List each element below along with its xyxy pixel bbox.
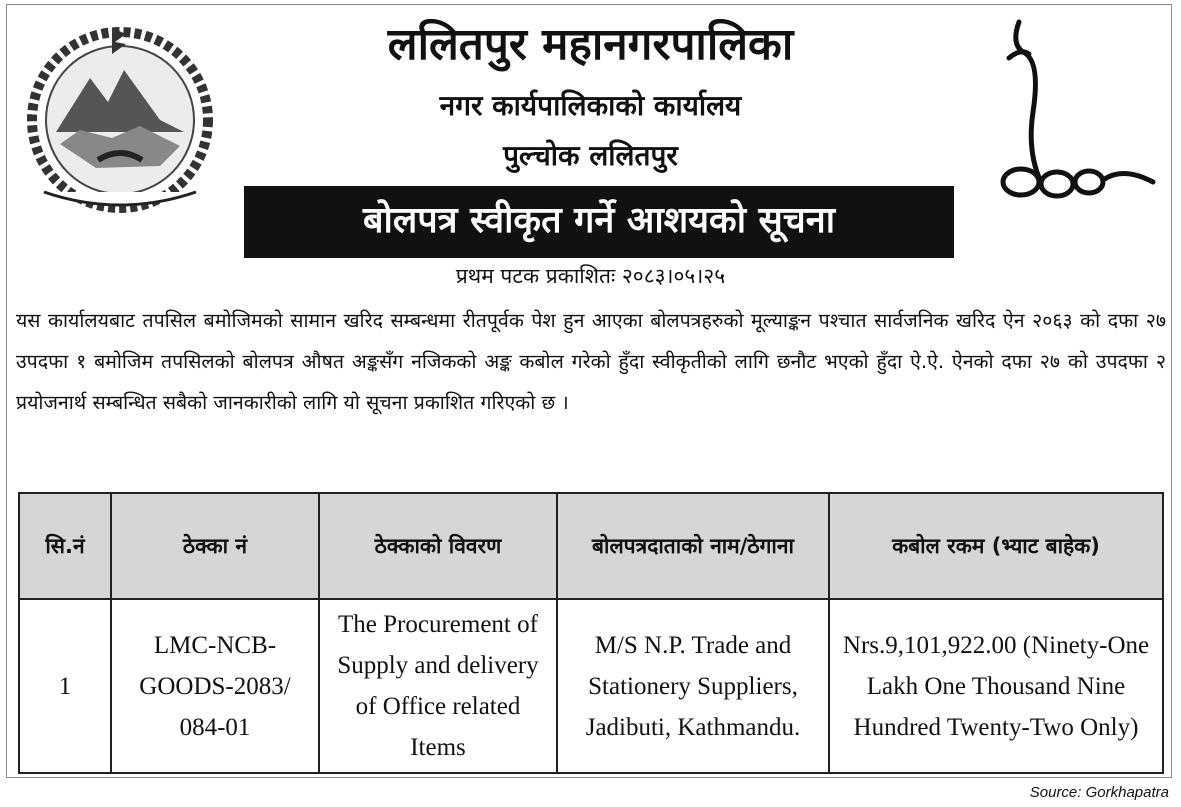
publication-date: प्रथम पटक प्रकाशितः २०८३।०५।२५ [455, 264, 726, 288]
signature-mark-icon [995, 14, 1165, 204]
notice-body: यस कार्यालयबाट तपसिल बमोजिमको सामान खरिद सम्बन्धमा रीतपूर्वक पेश हुन आएका बोलपत्रहरुको मूल्याङ्कन पश्चात सार्वजनिक खरिद ऐन २०६३ को दफा २७ उपदफा १ बमोजिम तपसिलको बोलपत्र औषत अङ्कसँग नजिकको अङ्क कबोल गरेको हुँदा स्वीकृतीको लागि छनौट भएको हुँदा ऐ.ऐ. ऐनको दफा २७ को उपदफा २ प्रयोजनार्थ सम्बन्धित सबैको जानकारीको लागि यो सूचना प्रकाशित गरिएको छ । [16, 309, 1166, 414]
column-header-amount: कबोल रकम (भ्याट बाहेक) [829, 493, 1163, 599]
notice-title: बोलपत्र स्वीकृत गर्ने आशयको सूचना [244, 186, 954, 258]
cell-description: The Procurement of Supply and delivery of Office related Items [319, 599, 557, 773]
column-header-contract-no: ठेक्का नं [111, 493, 319, 599]
cell-serial: 1 [19, 599, 111, 773]
source-credit: Source: Gorkhapatra [1029, 784, 1169, 801]
cell-contract-no: LMC-NCB-GOODS-2083/ 084-01 [111, 599, 319, 773]
column-header-bidder: बोलपत्रदाताको नाम/ठेगाना [557, 493, 829, 599]
office-location: पुल्चोक ललितपुर [503, 139, 678, 172]
municipality-name: ललितपुर महानगरपालिका [387, 19, 794, 70]
tender-table [18, 492, 1164, 774]
column-header-description: ठेक्काको विवरण [319, 493, 557, 599]
table-header-row [19, 493, 1163, 599]
office-name: नगर कार्यपालिकाको कार्यालय [439, 89, 742, 122]
cell-amount: Nrs.9,101,922.00 (Ninety-One Lakh One Thousand Nine Hundred Twenty-Two Only) [829, 599, 1163, 773]
cell-bidder: M/S N.P. Trade and Stationery Suppliers, Jadibuti, Kathmandu. [557, 599, 829, 773]
column-header-serial: सि.नं [19, 493, 111, 599]
table-row [19, 599, 1163, 773]
